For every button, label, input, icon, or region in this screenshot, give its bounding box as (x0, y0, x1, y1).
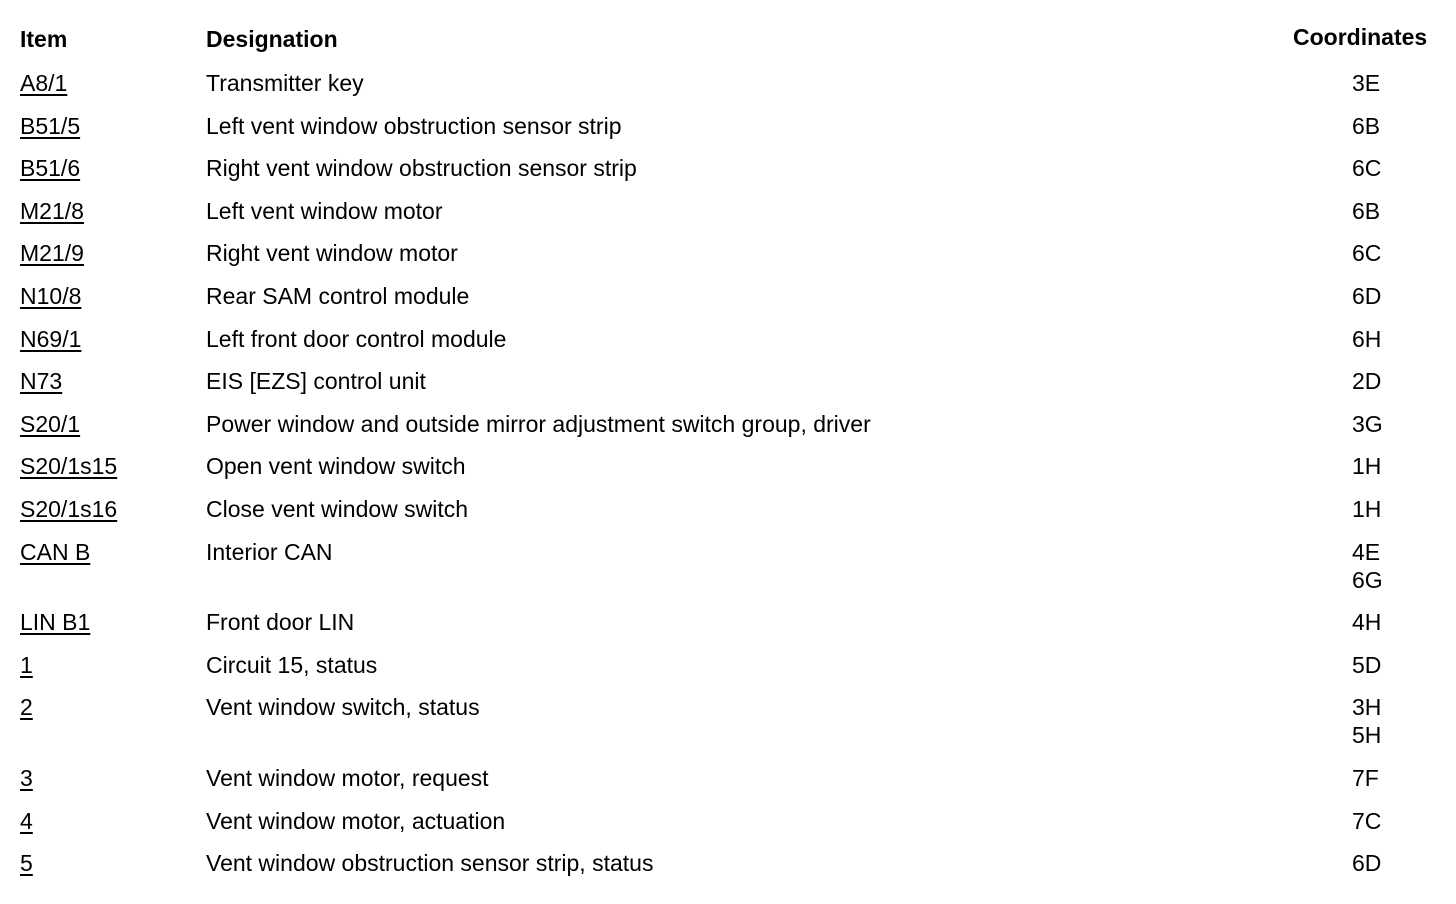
table-row (0, 66, 1456, 109)
coordinate-value: 3E (1352, 70, 1381, 96)
table-row (0, 449, 1456, 492)
item-link[interactable]: 1 (20, 651, 33, 678)
coordinate-value: 7C (1352, 807, 1382, 834)
designation-text: Vent window motor, actuation (206, 807, 506, 834)
designation-text: Vent window motor, request (206, 764, 489, 791)
item-link[interactable]: B51/6 (20, 155, 81, 182)
table-row (0, 364, 1456, 407)
table-row (0, 151, 1456, 194)
table-row (0, 535, 1456, 606)
header-item: Item (20, 26, 68, 52)
table-row (0, 605, 1456, 648)
designation-text: Front door LIN (206, 609, 355, 636)
table-row (0, 279, 1456, 322)
designation-text: Interior CAN (206, 538, 333, 565)
table-row (0, 236, 1456, 279)
coordinate-value: 6C (1352, 155, 1382, 182)
item-link[interactable]: 4 (20, 807, 33, 834)
coordinate-value: 6D (1352, 850, 1382, 877)
coordinate-value: 2D (1352, 368, 1382, 395)
coordinate-value: 6G (1352, 566, 1383, 593)
item-link[interactable]: N73 (20, 368, 63, 395)
coordinates-cell (1352, 410, 1383, 438)
item-link[interactable]: 3 (20, 764, 33, 791)
coordinate-value: 1H (1352, 453, 1382, 480)
item-link[interactable]: B51/5 (20, 112, 81, 139)
item-link[interactable]: A8/1 (20, 70, 68, 96)
coordinate-value: 6B (1352, 112, 1381, 139)
designation-text: Left vent window motor (206, 197, 443, 224)
item-link[interactable]: N69/1 (20, 325, 82, 352)
item-link[interactable]: S20/1 (20, 410, 81, 437)
coordinates-cell (1352, 325, 1381, 353)
table-row (0, 194, 1456, 237)
coordinate-value: 5H (1352, 722, 1382, 749)
coordinate-value: 6H (1352, 325, 1382, 352)
designation-text: Right vent window motor (206, 240, 458, 267)
table-row (0, 690, 1456, 761)
designation-text: Left vent window obstruction sensor strip (206, 112, 622, 139)
coordinate-value: 3H (1352, 694, 1382, 721)
table-row (0, 109, 1456, 152)
item-link[interactable]: M21/9 (20, 240, 84, 267)
coordinate-value: 4E (1352, 538, 1381, 565)
header-designation: Designation (206, 26, 338, 52)
designation-text: Vent window obstruction sensor strip, status (206, 850, 654, 877)
coordinates-cell (1352, 367, 1381, 395)
designation-text: Vent window switch, status (206, 694, 480, 721)
coordinate-value: 4H (1352, 609, 1382, 636)
coordinates-cell (1352, 154, 1381, 182)
coordinate-value: 3G (1352, 410, 1383, 437)
coordinates-cell (1352, 197, 1380, 225)
coordinates-cell (1352, 608, 1381, 636)
designation-text: EIS [EZS] control unit (206, 368, 426, 395)
item-link[interactable]: M21/8 (20, 197, 84, 224)
coordinates-cell (1352, 764, 1379, 792)
designation-text: Rear SAM control module (206, 282, 470, 309)
table-body (0, 66, 1456, 889)
item-link[interactable]: N10/8 (20, 282, 82, 309)
item-link[interactable]: S20/1s15 (20, 453, 118, 480)
designation-text: Power window and outside mirror adjustment switch group, driver (206, 410, 871, 437)
coordinates-cell (1352, 495, 1381, 523)
table-row (0, 322, 1456, 365)
table-row (0, 492, 1456, 535)
table-row (0, 407, 1456, 450)
coordinates-cell (1352, 112, 1380, 140)
coordinates-cell (1352, 239, 1381, 267)
coordinates-cell (1352, 849, 1381, 877)
table-row (0, 648, 1456, 691)
designation-text: Open vent window switch (206, 453, 466, 480)
designation-text: Circuit 15, status (206, 651, 378, 678)
table-row (0, 804, 1456, 847)
coordinate-value: 6C (1352, 240, 1382, 267)
coordinates-cell (1352, 538, 1383, 594)
item-link[interactable]: 2 (20, 694, 33, 721)
coordinates-cell (1352, 282, 1381, 310)
designation-text: Right vent window obstruction sensor strip (206, 155, 637, 182)
coordinates-cell (1352, 807, 1381, 835)
coordinates-cell (1352, 693, 1381, 749)
designation-text: Transmitter key (206, 70, 364, 96)
table-row (0, 846, 1456, 889)
item-link[interactable]: CAN B (20, 538, 91, 565)
coordinates-cell (1352, 69, 1380, 97)
table-header (0, 22, 1456, 58)
table-row (0, 761, 1456, 804)
coordinate-value: 6D (1352, 282, 1382, 309)
coordinate-value: 1H (1352, 495, 1382, 522)
header-coordinates: Coordinates (1293, 24, 1428, 50)
coordinate-value: 5D (1352, 651, 1382, 678)
designation-text: Left front door control module (206, 325, 507, 352)
coordinate-value: 6B (1352, 197, 1381, 224)
coordinate-value: 7F (1352, 764, 1379, 791)
designation-text: Close vent window switch (206, 495, 469, 522)
coordinates-cell (1352, 452, 1381, 480)
coordinates-cell (1352, 651, 1381, 679)
item-link[interactable]: 5 (20, 850, 33, 877)
item-link[interactable]: S20/1s16 (20, 495, 118, 522)
item-link[interactable]: LIN B1 (20, 609, 91, 636)
